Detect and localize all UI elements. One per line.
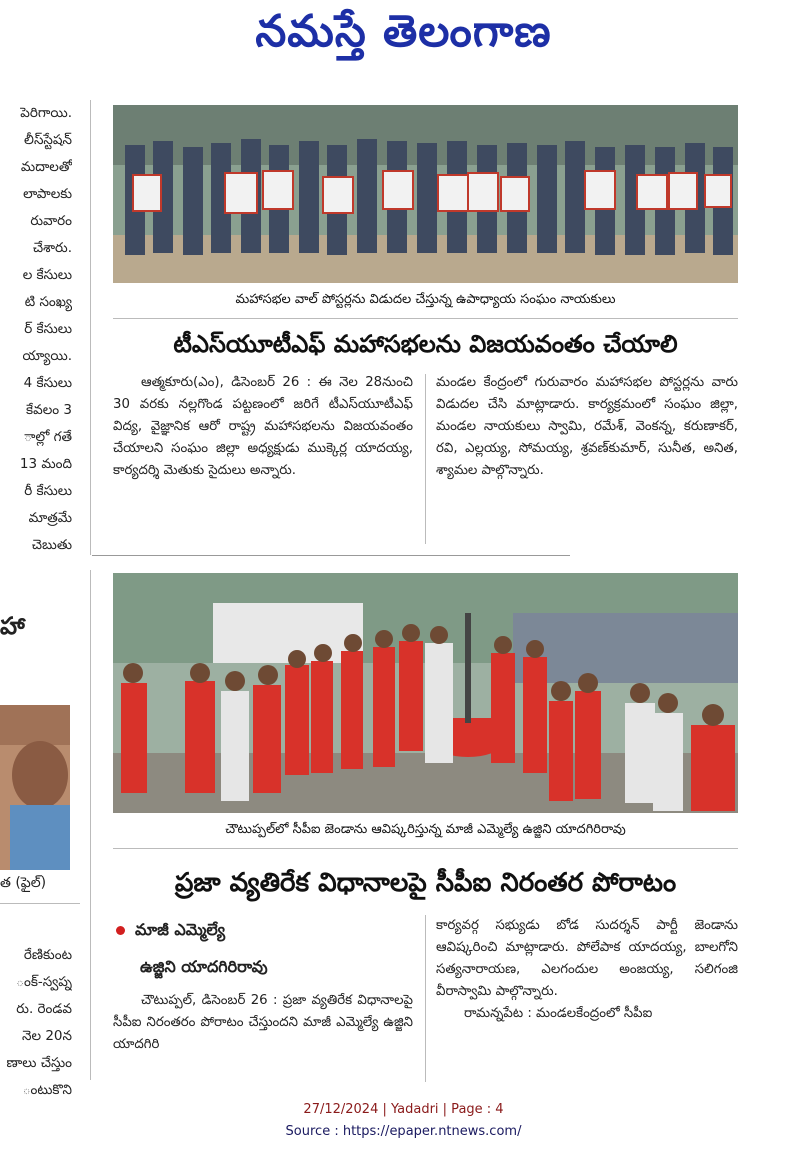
left-line: పెరిగాయి. <box>20 105 72 121</box>
left-photo-caption: త (ఫైల్) <box>0 875 47 891</box>
story2-body-2: కార్యవర్గ సభ్యుడు బోడ సుదర్శన్ పార్టీ జెండాను ఆవిష్కరించి మాట్లాడారు. పోలేపాక యాదయ్య, బాలగోని సత్యనారాయణ, ఎలగందుల అంజయ్య, సలిగంజి వీరాస్వామి పాల్గొన్నారు. <box>436 918 738 999</box>
left-side-photo <box>0 705 70 870</box>
story1-caption-rule <box>113 318 738 319</box>
left-line: లీస్‌స్టేషన్ <box>24 132 72 148</box>
left-line: చెబుతు <box>31 537 72 553</box>
story2-subhead-1-text: మాజీ ఎమ్మెల్యే <box>135 920 226 939</box>
left-line: 13 మంది <box>19 456 72 472</box>
story1-column-1 <box>113 372 413 482</box>
left-line: ర్ కేసులు <box>24 321 72 337</box>
left-column-text <box>0 100 72 559</box>
story2-photo <box>113 573 738 813</box>
footer-date-line: 27/12/2024 | Yadadri | Page : 4 <box>303 1102 504 1117</box>
left-line: ంక్-స్వప్న <box>16 974 72 990</box>
left-line: లాపాలకు <box>23 186 72 202</box>
left-line: కేవలం 3 <box>26 402 72 418</box>
section-divider <box>92 555 570 556</box>
left-line: రు. రెండవ <box>16 1001 72 1017</box>
bullet-icon <box>116 926 125 935</box>
masthead <box>0 0 807 80</box>
left-line: 4 కేసులు <box>23 375 72 391</box>
left-line: రీ కేసులు <box>24 483 72 499</box>
left-line: టి సంఖ్య <box>24 294 72 310</box>
left-line: ంటుకొని <box>22 1082 72 1098</box>
masthead-title: నమస్తే తెలంగాణ <box>255 6 552 57</box>
left-line: మాత్రమే <box>28 510 72 526</box>
story2-subhead-1 <box>116 920 225 943</box>
left-line: రువారం <box>30 213 72 229</box>
left-fragment-heading: హా <box>0 612 25 640</box>
left-line: య్యాయి. <box>22 348 72 364</box>
left-line: ాల్లో గతే <box>24 429 72 445</box>
left-line: చేశారు. <box>32 240 72 256</box>
story2-headline: ప్రజా వ్యతిరేక విధానాలపై సీపీఐ నిరంతర పోరాటం <box>174 868 677 898</box>
story1-column-divider <box>425 374 426 544</box>
story2-column-divider <box>425 915 426 1082</box>
left-line: రేణికుంట <box>23 947 72 963</box>
column-rule-left <box>90 100 91 555</box>
story1-photo <box>113 105 738 283</box>
story2-body-2-tail: రామన్నపేట : మండలకేంద్రంలో సీపీఐ <box>464 1006 653 1021</box>
left-caption-rule <box>0 903 80 904</box>
story2-caption-rule <box>113 848 738 849</box>
story1-caption: మహాసభల వాల్ పోస్టర్లను విడుదల చేస్తున్న ఉపాధ్యాయ సంఘం నాయకులు <box>235 292 616 307</box>
story1-body-1: ఆత్మకూరు(ఎం), డిసెంబర్ 26 : ఈ నెల 28నుంచి 30 వరకు నల్లగొండ పట్టణంలో జరిగే టీఎస్‌యూటీఎఫ్ విద్య, వైజ్ఞానిక ఆరో రాష్ట్ర మహాసభలను విజయవంతం చేయాలని సంఘం జిల్లా అధ్యక్షుడు ముక్కెర్ల యాదయ్య, కార్యదర్శి మెతుకు సైదులు అన్నారు. <box>113 375 413 478</box>
story2-column-2 <box>436 915 738 1025</box>
column-rule-left-lower <box>90 570 91 1080</box>
left-line: మదాలతో <box>20 159 72 175</box>
footer-source-line: Source : https://epaper.ntnews.com/ <box>285 1124 522 1139</box>
story2-column-1 <box>113 990 413 1082</box>
left-column-lower-text <box>0 942 72 1104</box>
story2-caption: చౌటుప్పల్‌లో సీపీఐ జెండాను ఆవిష్కరిస్తున్న మాజీ ఎమ్మెల్యే ఉజ్జిని యాదగిరిరావు <box>225 822 626 837</box>
story1-body-2: మండల కేంద్రంలో గురువారం మహాసభల పోస్టర్లను వారు విడుదల చేసి మాట్లాడారు. కార్యక్రమంలో సంఘం జిల్లా, మండల నాయకులు స్వామి, రమేశ్, వెంకన్న, కరుణాకర్, రవి, ఎల్లయ్య, సోమయ్య, శ్రవణ్‌కుమార్, సునీత, అనిత, శ్యామల పాల్గొన్నారు. <box>436 375 738 478</box>
story1-headline: టీఎస్‌యూటీఎఫ్ మహాసభలను విజయవంతం చేయాలి <box>173 330 678 358</box>
story2-body-1: చౌటుప్పల్, డిసెంబర్ 26 : ప్రజా వ్యతిరేక విధానాలపై సీపీఐ నిరంతరం పోరాటం చేస్తుందని మాజీ ఎమ్మెల్యే ఉజ్జిని యాదగిరి <box>113 993 413 1052</box>
story2-subhead-2: ఉజ్జిని యాదగిరిరావు <box>140 957 268 976</box>
left-line: నెల 20న <box>22 1028 72 1044</box>
left-line: ణాలు చేస్తుం <box>6 1055 72 1071</box>
left-line: ల కేసులు <box>22 267 72 283</box>
story1-column-2 <box>436 372 738 482</box>
